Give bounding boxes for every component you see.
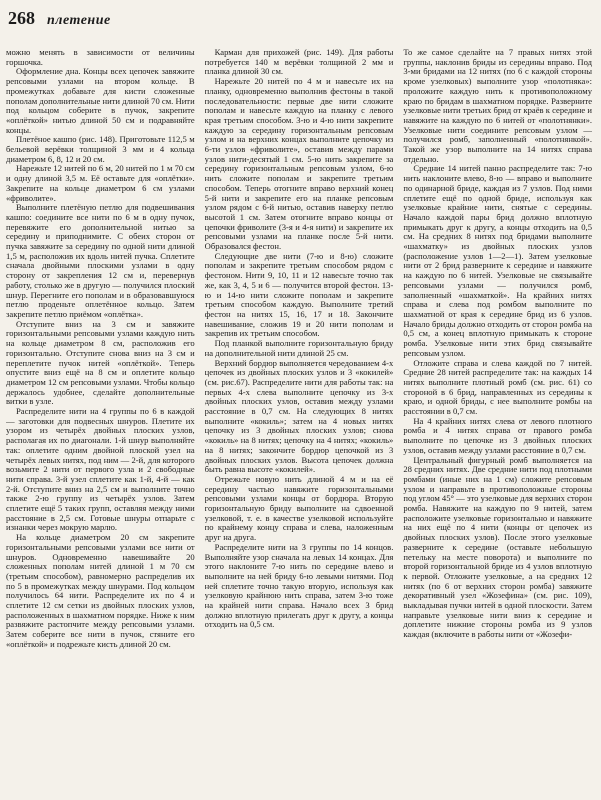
paragraph: Отрежьте новую нить длиной 4 м и на её середину частью навяжите горизонтальными репсовыми узлами концы от бордюра. Вторую горизонтальную бриду выполните на сдвоенной узелковой, т. е. в качестве узелковой используйте по крайнему концу справа и слева, наложенным друг на друга. bbox=[204, 473, 394, 543]
paragraph: Распределите нити на 3 группы по 14 концов. Выполняйте узор сначала на левых 14 концах. Для этого наклоните 7-ю нить по середине влево и выполните на ней бриду 6-ю левыми нитями. Под ней сплетите точно такую вторую, используя как узелковую крайнюю нить справа, затем 3-ю тоже на крайней нити справа. Начало всех 3 брид должно вплотную прилегать друг к другу, а концы отходить на 0,5 см. bbox=[204, 541, 394, 630]
paragraph: Распределите нити на 4 группы по 6 в каждой — заготовки для подвесных шнуров. Плетите их узором из четырёх двойных плоских узлов, располагая их по диагонали. 1-й шнур выполняйте так: оплетите одним двойной плоской узел на четырёх левых нитях, под ним — 2-й, для которого возьмите 2 нити от первого узла и 2 свободные нити справа. 3-й узел сплетите как 1-й, 4-й — как 2-й. Отступите вниз на 2,5 см и выполните точно также 2-ю группу из четырёх узлов. Затем сплетите ещё 5 таких групп, оставляя между ними расстояние в 2,5 см. Готовые шнуры отпарьте с изнанки через мокрую марлю. bbox=[6, 406, 195, 533]
paragraph: Под планкой выполните горизонтальную бриду на дополнительной нити длиной 25 см. bbox=[204, 338, 394, 358]
column-1 bbox=[6, 48, 195, 790]
paragraph: Отступите вниз на 3 см и завяжите горизонтальными репсовыми узлами каждую нить на кольце диаметром 8 см, расположив его горизонтально. Отступите снова вниз на 3 см и переплетите пучок нитей «оплёткой». Теперь опустите вниз ещё на 8 см и оплетите кольцо диаметром 12 см репсовыми узлами. Чтобы кольцо держалось удобнее, сделайте дополнительные витки в узле. bbox=[6, 318, 195, 407]
paragraph: На 4 крайних нитях слева от левого плотного ромба и 4 нитях справа от правого ромба выполните по цепочке из 3 двойных плоских узлов, оставив между узлами расстояние в 0,7 см. bbox=[403, 415, 593, 455]
paragraph: Центральный фигурный ромб выполняется на 28 средних нитях. Две средние нити под плотными ромбами (иные них на 1 см) сложите репсовым узлом и направьте в противоположные стороны под углом 45° — это узелковые для верхних сторон ромба. Навяжите на каждую по 9 нитей, затем расположите узелковые горизонтально и навяжите на них ещё по 4 нити (концы от цепочек из двойных плоских узлов). После этого узелковые разверните к середине (оставьте небольшую петельку на месте поворота) и выполните по второй горизонтальной бриде из 4 узлов вплотную к первой. Отложите узелковые, а на средних 12 нитях (по 6 от верхних сторон ромба) завяжите декоративный узел «Жозефина» (см. рис. 109), выкладывая пучки нитей в одной плоскости. Затем направьте узелковые нити вниз к середине и доплетите нижние стороны ромба из 9 узлов каждая (включите в работы нити от «Жозефи- bbox=[403, 454, 593, 640]
paragraph: Следующие две нити (7-ю и 8-ю) сложите пополам и закрепите третьим способом рядом с фестоном. Нити 9, 10, 11 и 12 навесьте точно так же, как 3, 4, 5 и 6 — получится второй фестон. 13-ю и 14-ю нити сложите пополам и закрепите третьим способом каждую. Выполните третий фестон на нитях 15, 16, 17 и 18. Закончите навешивание, сложив 19 и 20 нити пополам и закрепив их третьим способом. bbox=[204, 250, 394, 339]
paragraph: можно менять в зависимости от величины горшочка. bbox=[6, 48, 195, 67]
paragraph: Нарежьте 20 нитей по 4 м и навесьте их на планку, одновременно выполнив фестоны в такой последовательности: первые две нити сложите пополам и навесьте каждую на планку с левого края третьим способом. 3-ю и 4-ю нити закрепите каждую за середину горизонтальным репсовым узлом и на верхних концах выполните цепочку из 6-ти узлов «фриволите», оставив между парами узлов нити-десятый 1 см. 5-ю нить закрепите за середину горизонтальным репсовым узлом, 6-ю нить сложите пополам и закрепите третьим способом. Теперь отогните вправо верхний конец 5-й нити и закрепите его на планке репсовым узлом рядом с 6-й нитью, оставив наверху петлю высотой 1 см. Затем отогните вправо концы от цепочки фриволите (3-я и 4-я нити) и закрепите их репсовыми узлами на планке после 5-й нити. Образовался фестон. bbox=[204, 76, 394, 252]
paragraph: Нарежьте 12 нитей по 6 м, 20 нитей по 1 м 70 см и одну длиной 3,5 м. Её оставьте для «оплётки». Закрепите на кольце диаметром 6 см узлами «фриволите». bbox=[6, 163, 195, 203]
paragraph: Средние 14 нитей панно распределите так: 7-ю нить наклоните влево, 8-ю — вправо и выполните по одинарной бриде, каждая из 7 узлов. Под ними сплетите ещё по одной бриде, используя как узелковые крайние нити, снятые с середины. Начало каждой пары брид должно вплотную примыкать друг к другу, а концы отходить на 0,5 см. На средних 8 нитях под бридами выполните «шахматку» из двойных плоских узлов (расположение узлов 1—2—1). Затем узелковые нити от 2 брид разверните к середине и навяжите на каждую по 6 нитей. Узелковые не связывайте репсовыми узлами — получился ромб, заполненный «шахматкой». На крайних нитях справа и слева под ромбом выполните по шахматной от края к середине брид из 6 узлов. Начало бриды должно отходить от сторон ромба на 0,5 см, а конец вплотную примыкать к стороне ромба. Узелковые нити этих брид связывайте репсовым узлом. bbox=[403, 163, 593, 358]
text-columns bbox=[6, 48, 592, 790]
column-2 bbox=[205, 48, 394, 790]
paragraph: Верхний бордюр выполняется чередованием 4-х цепочек из двойных плоских узлов и 3 «кокилей» (см. рис.67). Распределите нити для работы так: на первых 4-х слева выполните цепочку из 3-х двойных плоских узлов, оставив между узлами расстояние в 0,7 см. На следующих 8 нитях выполните «кокиль»; затем на 4 новых нитях цепочку из 3 двойных плоских узлов; снова «кокиль» на 8 нитях; цепочку на 4 нитях; «кокиль» на 8 нитях; закончите бордюр цепочкой из 3 двойных плоских узлов. Высота цепочек должна быть равна высоте «кокилей». bbox=[204, 357, 394, 475]
paragraph: Оформление дна. Концы всех цепочек завяжите репсовыми узлами на втором кольце. В промежутках добавьте для кисти сложенные пополам дополнительные нити длиной 70 см. Нити под кольцом соберите в пучок, закрепите «оплёткой» нитью длиной 50 см и подравняйте концы. bbox=[6, 66, 195, 135]
page-header bbox=[8, 8, 592, 32]
page-number: 268 bbox=[8, 8, 35, 28]
paragraph: То же самое сделайте на 7 правых нитях этой группы, наклонив бриды из середины вправо. Под 3-ми бридами на 12 нитях (по 6 с каждой стороны кроме узелковых) выполните узор «полотняка»: проложите каждую нить к противоположному краю по бридам в шахматном порядке. Развернитe узелковые нити третьих брид от краёв к середине и навяжите на каждую по 6 нитей от «полотнянки». Узелковые нити соедините репсовым узлом — получился ромб, заполненный «полотнянкой». Такой же узор выполните на 14 нитях справа отдельно. bbox=[403, 48, 593, 164]
paragraph: Выполните плетёную петлю для подвешивания кашпо: соедините все нити по 6 м в одну пучок, перевяжите его дополнительной нитью за середину и приподнимите. С обеих сторон от пучка завяжите за середину по одной нити длиной 1,5 м, расположив их вдоль нитей пучка. Сплетите сначала двойными плоскими узлами в одну сторону от закрепления 12 см и, перевернув работу, столько же в другую — получился плоский шнур. Перегните его пополам и в образовавшуюся петлю проденьте оплетённое кольцо. Затем закрепите петлю приёмом «оплётка». bbox=[6, 202, 195, 319]
column-3 bbox=[403, 48, 592, 790]
paragraph: Отложите справа и слева каждой по 7 нитей. Средние 28 нитей распределите так: на каждых 14 нитях выполните плотный ромб (см. рис. 61) со стороной в 6 брид, направленных из середины к краю, и одной бриды, с нее выполните ромбы на расстоянии в 0,7 см. bbox=[403, 357, 593, 417]
paragraph: Плетёное кашпо (рис. 148). Приготовьте 112,5 м бельевой верёвки толщиной 3 мм и 4 кольца диаметром 6, 8, 12 и 20 см. bbox=[6, 134, 195, 164]
paragraph: На кольце диаметром 20 см закрепите горизонтальными репсовыми узлами все нити от шнуров. Одновременно навешивайте 20 сложенных пополам нитей длиной 1 м 70 см (третьим способом), равномерно распределив их по 5 в промежутках между шнурами. Под кольцом получилось 64 нити. Распределите их по 4 и сплетите 12 см сетки из двойных плоских узлов, расположенных в шахматном порядке. Ниже к ним развяжите растопчите между репсовыми узлами. Затем соберите все нити в пучок, стяните его «оплёткой» и подрежьте кисть длиной 20 см. bbox=[6, 532, 195, 649]
section-title: плетение bbox=[47, 13, 111, 28]
paragraph: Карман для прихожей (рис. 149). Для работы потребуется 140 м верёвки толщиной 2 мм и планка длиной 30 см. bbox=[204, 48, 394, 77]
